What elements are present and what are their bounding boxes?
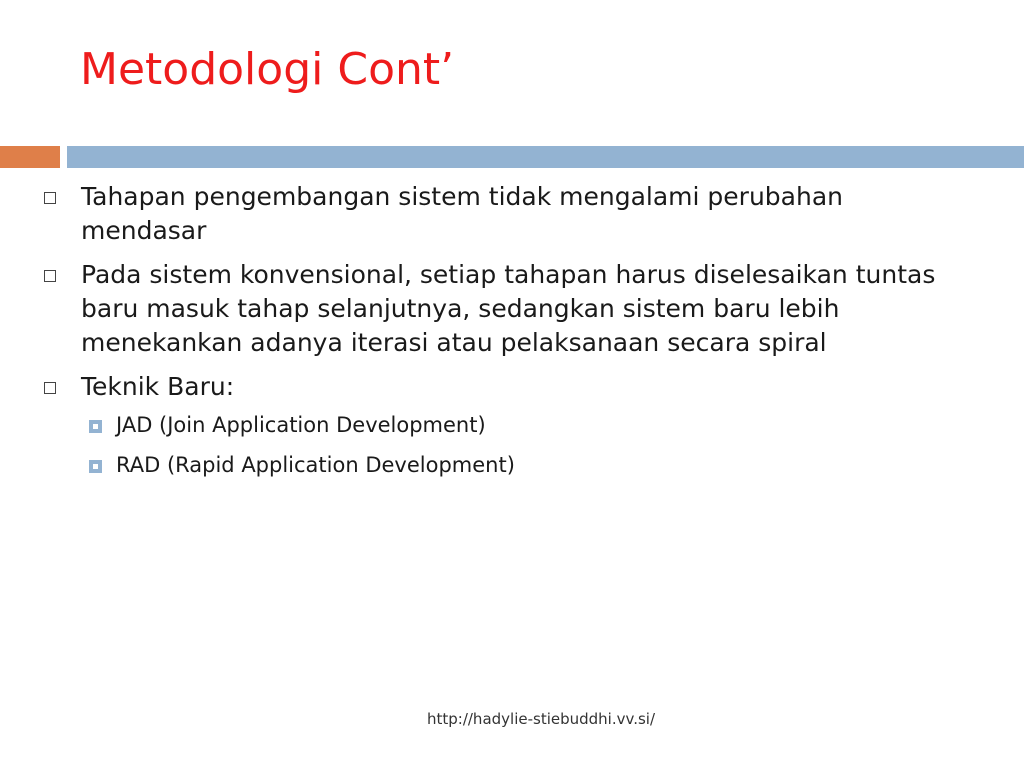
bullet-item bbox=[44, 370, 944, 482]
title-underline-bar bbox=[67, 146, 1024, 168]
slide-title: Metodologi Cont’ bbox=[80, 44, 455, 95]
bullet-text: Pada sistem konvensional, setiap tahapan harus diselesaikan tuntas baru masuk tahap selanjutnya, sedangkan sistem baru lebih menekankan adanya iterasi atau pelaksanaan secara spiral bbox=[81, 260, 936, 357]
bullet-item bbox=[44, 258, 944, 360]
sub-bullet-item bbox=[82, 448, 944, 482]
sub-bullet-text: JAD (Join Application Development) bbox=[116, 413, 486, 437]
bullet-text: Teknik Baru: bbox=[81, 372, 235, 401]
filled-square-icon bbox=[89, 460, 102, 473]
accent-bar bbox=[0, 146, 60, 168]
bullet-list bbox=[44, 180, 944, 492]
hollow-square-icon bbox=[44, 270, 56, 282]
sub-bullet-list bbox=[81, 408, 944, 482]
hollow-square-icon bbox=[44, 192, 56, 204]
bullet-item bbox=[44, 180, 944, 248]
bullet-text: Tahapan pengembangan sistem tidak mengalami perubahan mendasar bbox=[81, 182, 843, 245]
filled-square-icon bbox=[89, 420, 102, 433]
sub-bullet-text: RAD (Rapid Application Development) bbox=[116, 453, 515, 477]
hollow-square-icon bbox=[44, 382, 56, 394]
sub-bullet-item bbox=[82, 408, 944, 442]
footer-url: http://hadylie-stiebuddhi.vv.si/ bbox=[426, 710, 656, 728]
